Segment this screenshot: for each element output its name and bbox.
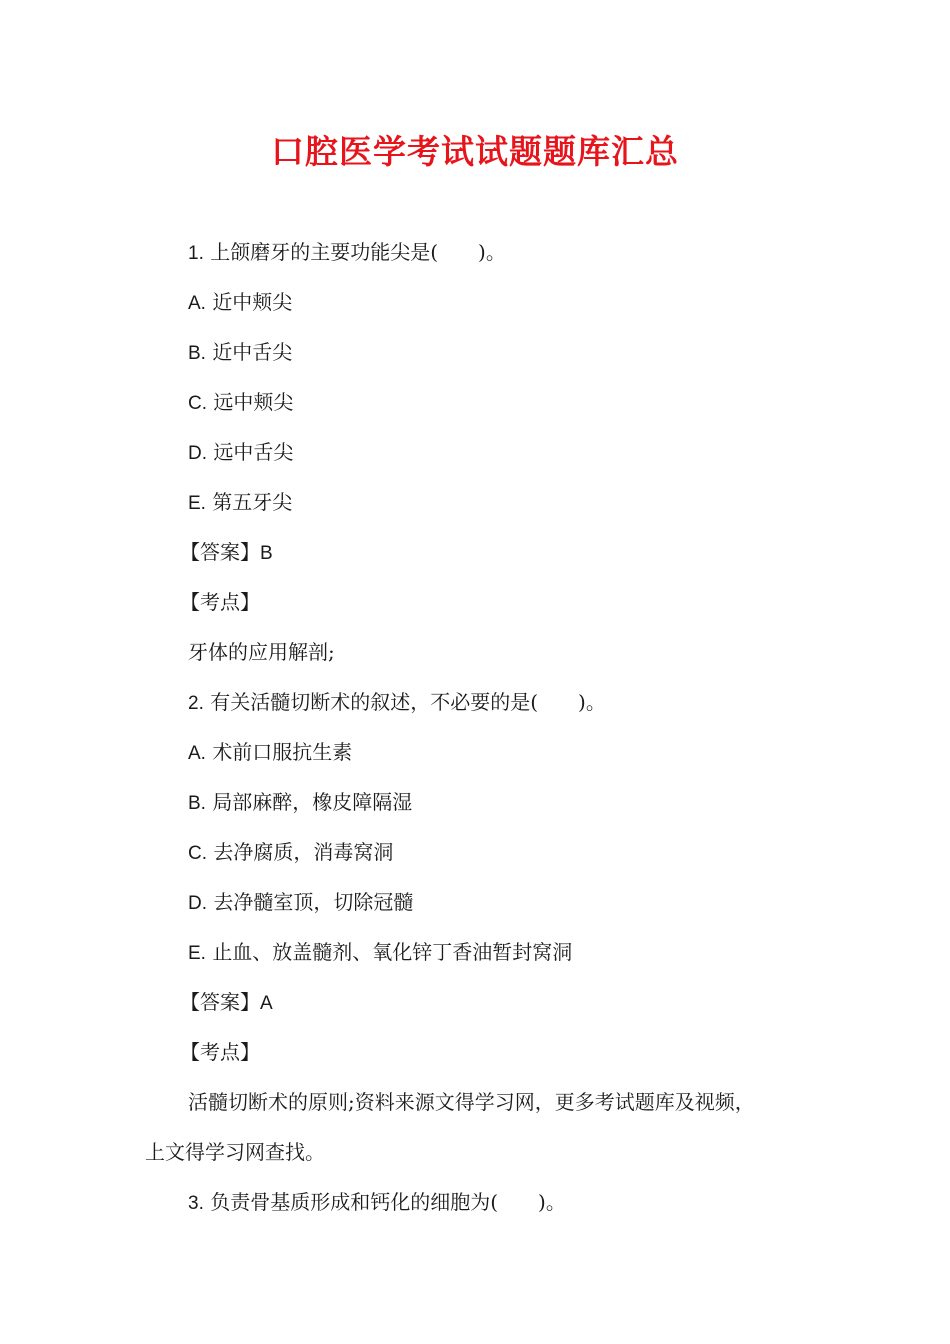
question-1-point-heading (0, 577, 950, 627)
answer-value: A (260, 993, 273, 1014)
option-text: 近中舌尖 (212, 340, 293, 364)
question-1-option-b (0, 327, 950, 377)
option-label: C. (188, 843, 207, 864)
point-text: 上文得学习网查找。 (145, 1140, 325, 1164)
option-label: A. (188, 293, 206, 314)
answer-heading: 【答案】 (180, 540, 260, 564)
option-text: 去净髓室顶，切除冠髓 (213, 890, 414, 914)
question-2-answer (0, 977, 950, 1027)
answer-heading: 【答案】 (180, 990, 260, 1014)
question-text: 有关活髓切断术的叙述，不必要的是( )。 (210, 690, 606, 714)
question-2-option-a (0, 727, 950, 777)
question-2-point-line-2 (0, 1127, 950, 1177)
question-text: 负责骨基质形成和钙化的细胞为( )。 (210, 1190, 566, 1214)
point-heading: 【考点】 (180, 590, 260, 614)
option-label: E. (188, 493, 206, 514)
question-text: 上颌磨牙的主要功能尖是( )。 (210, 240, 506, 264)
point-text: 活髓切断术的原则;资料来源文得学习网，更多考试题库及视频， (188, 1090, 755, 1114)
option-label: E. (188, 943, 206, 964)
option-label: D. (188, 443, 207, 464)
question-number: 1. (188, 243, 204, 264)
option-text: 远中颊尖 (213, 390, 294, 414)
question-2-point-heading (0, 1027, 950, 1077)
question-1-option-a (0, 277, 950, 327)
option-text: 局部麻醉，橡皮障隔湿 (212, 790, 413, 814)
document-body (0, 227, 950, 1227)
question-1-option-c (0, 377, 950, 427)
question-number: 3. (188, 1193, 204, 1214)
option-text: 近中颊尖 (212, 290, 293, 314)
question-1-point (0, 627, 950, 677)
question-1-option-d (0, 427, 950, 477)
point-text: 牙体的应用解剖; (188, 640, 335, 664)
question-3-stem (0, 1177, 950, 1227)
point-heading: 【考点】 (180, 1040, 260, 1064)
question-2-stem (0, 677, 950, 727)
option-label: C. (188, 393, 207, 414)
question-2-option-b (0, 777, 950, 827)
question-1-option-e (0, 477, 950, 527)
option-text: 去净腐质，消毒窝洞 (213, 840, 394, 864)
option-label: B. (188, 793, 206, 814)
option-text: 术前口服抗生素 (212, 740, 353, 764)
option-text: 远中舌尖 (213, 440, 294, 464)
option-label: B. (188, 343, 206, 364)
option-label: D. (188, 893, 207, 914)
option-text: 第五牙尖 (212, 490, 293, 514)
option-label: A. (188, 743, 206, 764)
question-2-option-c (0, 827, 950, 877)
question-2-option-d (0, 877, 950, 927)
question-1-answer (0, 527, 950, 577)
question-1-stem (0, 227, 950, 277)
question-2-point-line-1 (0, 1077, 950, 1127)
question-2-option-e (0, 927, 950, 977)
question-number: 2. (188, 693, 204, 714)
answer-value: B (260, 543, 273, 564)
document-title: 口腔医学考试试题题库汇总 (271, 132, 679, 171)
option-text: 止血、放盖髓剂、氧化锌丁香油暂封窝洞 (212, 940, 573, 964)
